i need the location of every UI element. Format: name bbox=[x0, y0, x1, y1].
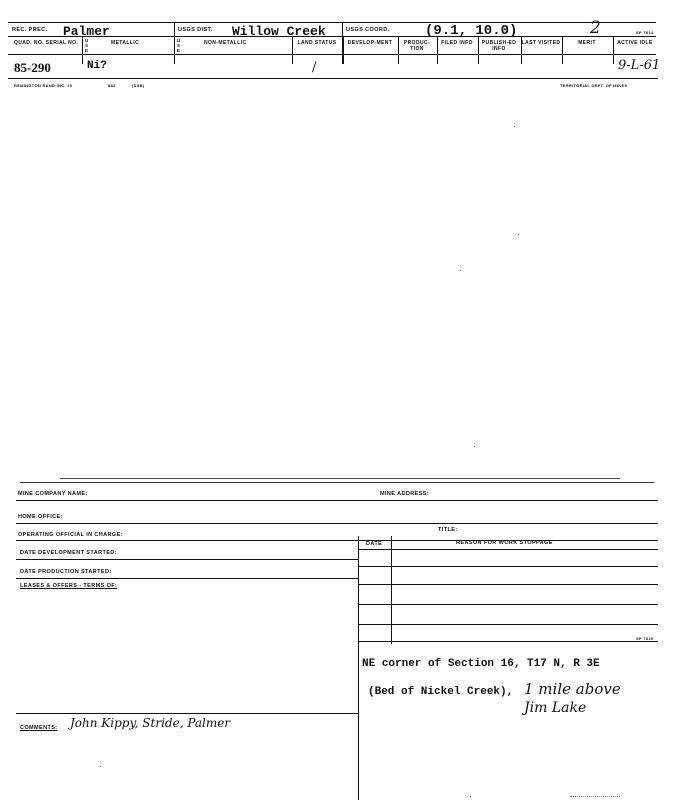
mine-address-label: MINE ADDRESS: bbox=[380, 491, 429, 497]
agency-credit: TERRITORIAL DEPT. OF MINES bbox=[560, 83, 628, 88]
printer-code-2: (SSB) bbox=[132, 83, 145, 88]
printer-credit: REMINGTON RAND INC. 20 bbox=[14, 83, 73, 88]
usgs-dist-value: Willow Creek bbox=[232, 24, 326, 39]
location-line-1: NE corner of Section 16, T17 N, R 3E bbox=[362, 658, 600, 670]
date-development-started-label: DATE DEVELOPMENT STARTED: bbox=[20, 550, 117, 556]
land-status-value: / bbox=[312, 60, 317, 75]
col-nonmetallic: NON-METALLIC bbox=[204, 40, 247, 46]
col-development: DEVELOP-MENT bbox=[347, 40, 393, 46]
date-production-started-label: DATE PRODUCTION STARTED: bbox=[20, 569, 112, 575]
col-serial-no: SERIAL NO. bbox=[45, 40, 79, 46]
col-use-metallic: U S E bbox=[85, 38, 89, 53]
reason-column-label: REASON FOR WORK STOPPAGE bbox=[456, 540, 553, 546]
col-metallic: METALLIC bbox=[111, 40, 140, 46]
usgs-coord-label: USGS COORD. bbox=[346, 27, 390, 33]
quad-serial-value: 85-290 bbox=[14, 60, 51, 75]
location-line-2: (Bed of Nickel Creek), bbox=[368, 686, 514, 698]
col-merit: MERIT bbox=[578, 40, 596, 46]
col-quad-no: QUAD. NO. bbox=[14, 40, 44, 46]
handwritten-note-1: 1 mile above bbox=[524, 680, 621, 698]
col-use-nonmetallic: U S E bbox=[177, 38, 181, 53]
handwritten-note-2: Jim Lake bbox=[524, 700, 587, 716]
rec-prec-label: REC. PREC. bbox=[12, 27, 48, 33]
home-office-label: HOME OFFICE: bbox=[18, 514, 63, 520]
handwritten-mark: 2 bbox=[590, 18, 601, 38]
col-published-info: PUBLISH-ED INFO bbox=[481, 40, 517, 52]
printer-code: 882 bbox=[108, 83, 116, 88]
date-column-label: DATE bbox=[366, 541, 383, 547]
metallic-value: Ni? bbox=[87, 60, 107, 72]
active-idle-value: 9-L-61 bbox=[618, 58, 661, 73]
title-label: TITLE: bbox=[438, 527, 458, 533]
operating-official-label: OPERATING OFFICIAL IN CHARGE: bbox=[18, 532, 123, 538]
usgs-dist-label: USGS DIST. bbox=[178, 27, 213, 33]
form-number-mid: SP 7815 bbox=[636, 636, 654, 641]
col-production: PRODUC-TION bbox=[403, 40, 431, 52]
col-filed-info: FILED INFO bbox=[441, 40, 473, 46]
usgs-coord-value: (9.1, 10.0) bbox=[425, 23, 518, 39]
col-land-status: LAND STATUS bbox=[297, 40, 337, 46]
col-last-visited: LAST VISITED bbox=[521, 40, 561, 46]
col-active-idle: ACTIVE IDLE bbox=[617, 40, 653, 46]
rec-prec-value: Palmer bbox=[63, 24, 110, 39]
comments-label: COMMENTS: bbox=[20, 725, 58, 731]
comments-value: John Kippy, Stride, Palmer bbox=[70, 716, 231, 730]
leases-offers-label: LEASES & OFFERS - TERMS OF: bbox=[20, 583, 118, 589]
form-number-top: SP 7814 bbox=[636, 30, 654, 35]
mine-company-label: MINE COMPANY NAME: bbox=[18, 491, 88, 497]
